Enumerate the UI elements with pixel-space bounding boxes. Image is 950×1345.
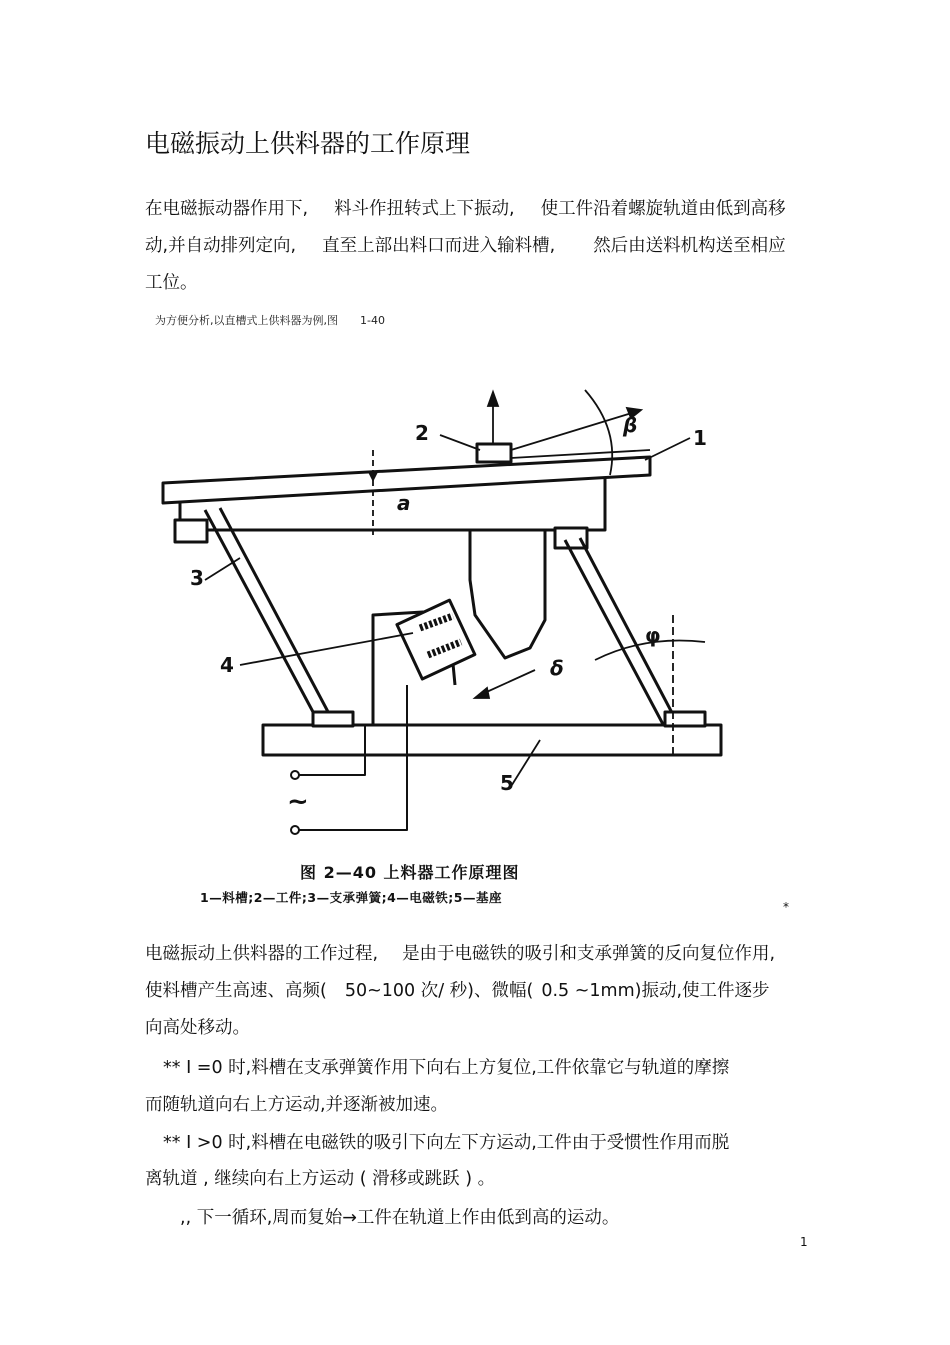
intro-seg: 在电磁振动器作用下, — [145, 199, 309, 219]
body-seg: 使料槽产生高速、高频( — [145, 981, 327, 1001]
intro-line-2 — [145, 227, 786, 265]
base-bracket-right — [665, 712, 705, 726]
feeder-diagram-svg — [145, 380, 785, 920]
label-1: 1 — [693, 426, 707, 450]
terminal-bottom — [291, 826, 299, 834]
figure-note-ref: 1-40 — [360, 314, 385, 327]
arrow-beta — [511, 412, 638, 450]
intro-line-1 — [145, 190, 786, 228]
label-ac: ~ — [287, 787, 309, 817]
delta-arrow — [475, 688, 489, 698]
label-5: 5 — [500, 771, 514, 795]
left-spring-line-a — [205, 510, 320, 725]
label-3: 3 — [190, 566, 204, 590]
page-number: 1 — [800, 1235, 808, 1249]
workpiece-shape — [477, 444, 511, 462]
leader-3 — [205, 558, 240, 580]
body-line-8: ,, 下一循环,周而复始→工件在轨道上作由低到高的运动。 — [180, 1208, 620, 1228]
label-beta: β — [623, 413, 638, 437]
leader-1 — [645, 438, 690, 460]
terminal-top — [291, 771, 299, 779]
figure-note — [155, 312, 385, 328]
right-spring-line-b — [580, 538, 680, 728]
body-line-2 — [145, 972, 770, 1010]
body-seg: )振动,使工件逐步 — [634, 981, 770, 1001]
figure-feeder-diagram — [145, 380, 785, 920]
figure-note-text: 为方便分析,以直槽式上供料器为例,图 — [155, 314, 338, 327]
figure-legend: 1—料槽;2—工件;3—支承弹簧;4—电磁铁;5—基座 — [200, 890, 502, 905]
intro-seg: 动,并自动排列定向, — [145, 236, 297, 256]
body-line-5: 而随轨道向右上方运动,并逐渐被加速。 — [145, 1095, 449, 1115]
label-4: 4 — [220, 653, 234, 677]
star-mark: * — [783, 900, 789, 914]
intro-line-3: 工位。 — [145, 273, 198, 293]
body-line-6: ** I >0 时,料槽在电磁铁的吸引下向左下方运动,工件由于受惯性作用而脱 — [163, 1133, 730, 1153]
base-bracket-left — [313, 712, 353, 726]
left-spring-line-b — [220, 508, 335, 725]
label-alpha: a — [397, 491, 411, 515]
left-bracket — [175, 520, 207, 542]
body-line-4: ** I =0 时,料槽在支承弹簧作用下向右上方复位,工件依靠它与轨道的摩擦 — [163, 1058, 730, 1078]
base-shape — [263, 725, 721, 755]
intro-seg: 直至上部出料口而进入输料槽, — [322, 236, 556, 256]
body-seg: 0.5 ~1mm — [541, 981, 635, 1001]
label-2: 2 — [415, 421, 429, 445]
intro-seg: 然后由送料机构送至相应 — [593, 236, 786, 256]
body-seg: 是由于电磁铁的吸引和支承弹簧的反向复位作用, — [402, 944, 776, 964]
page-title: 电磁振动上供料器的工作原理 — [145, 129, 471, 158]
label-delta: δ — [550, 656, 564, 680]
label-phi: φ — [645, 623, 661, 647]
leader-2 — [440, 435, 480, 450]
intro-seg: 料斗作扭转式上下振动, — [334, 199, 515, 219]
arrow-up-head — [488, 392, 498, 406]
body-line-3: 向高处移动。 — [145, 1018, 250, 1038]
body-seg: 50~100 次/ 秒)、微幅( — [344, 981, 534, 1001]
figure-caption: 图 2—40 上料器工作原理图 — [300, 863, 520, 882]
body-line-7: 离轨道 , 继续向右上方运动 ( 滑移或跳跃 ) 。 — [145, 1169, 496, 1189]
body-seg: 电磁振动上供料器的工作过程, — [145, 944, 379, 964]
leader-4 — [240, 633, 413, 665]
armature-shape — [470, 530, 545, 658]
intro-seg: 使工件沿着螺旋轨道由低到高移 — [540, 199, 786, 219]
body-line-1 — [145, 935, 775, 973]
